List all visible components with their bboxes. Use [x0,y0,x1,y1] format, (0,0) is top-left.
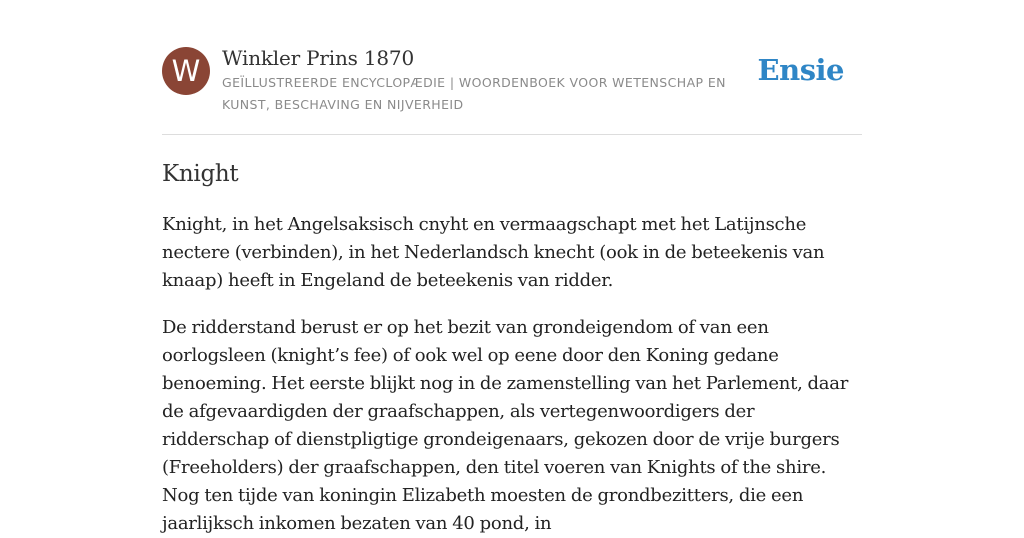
source-title[interactable]: Winkler Prins 1870 [222,46,414,70]
article-paragraph: De ridderstand berust er op het bezit van grondeigendom of van een oorlogsleen (knight’s fee) of ook wel op eene door den Koning gedane benoeming. Het eerste blijkt nog in de zamenstelling van het Parlement, daar de afgevaardigden der graafschappen, als vertegenwoordigers der ridderschap of dienstpligtige grondeigenaars, gekozen door de vrije burgers (Freeholders) der graafschappen, den titel voeren van Knights of the shire. Nog ten tijde van koningin Elizabeth moesten de grondbezitters, die een jaarlijksch inkomen bezaten van 40 pond, in [162,317,849,534]
source-subtitle: GEÏLLUSTREERDE ENCYCLOPÆDIE | WOORDENBOEK VOOR WETENSCHAP EN KUNST, BESCHAVING EN NIJVERHEID [222,75,726,112]
source-avatar[interactable]: W [162,47,210,95]
article-title: Knight [162,161,239,187]
ensie-logo-link[interactable]: Ensie [757,53,844,87]
article-paragraph: Knight, in het Angelsaksisch cnyht en vermaagschapt met het Latijnsche nectere (verbinden), in het Nederlandsch knecht (ook in de beteekenis van knaap) heeft in Engeland de beteekenis van ridder. [162,214,825,291]
article [162,158,862,538]
header-divider [162,134,862,135]
